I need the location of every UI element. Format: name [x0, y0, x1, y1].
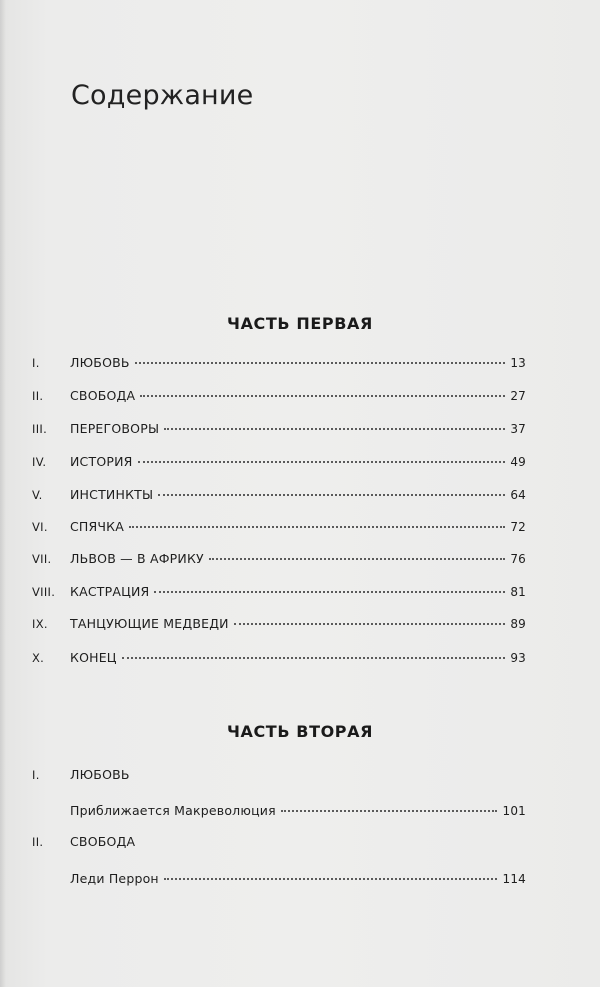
- page-number: 101: [502, 804, 526, 818]
- chapter-title: ЛЮБОВЬ: [70, 767, 130, 782]
- toc-entry: [32, 355, 526, 377]
- toc-chapter-heading: [32, 767, 526, 789]
- chapter-number: I.: [32, 356, 40, 370]
- chapter-number: II.: [32, 835, 44, 849]
- chapter-number: IV.: [32, 455, 47, 469]
- dot-leader: [234, 623, 506, 625]
- part-one-heading: ЧАСТЬ ПЕРВАЯ: [227, 314, 373, 333]
- page-number: 89: [510, 617, 526, 631]
- dot-leader: [164, 428, 505, 430]
- chapter-title: ТАНЦУЮЩИЕ МЕДВЕДИ: [70, 616, 229, 631]
- dot-leader: [281, 810, 498, 812]
- toc-entry: [32, 487, 526, 509]
- dot-leader: [129, 526, 505, 528]
- dot-leader: [158, 494, 505, 496]
- dot-leader: [209, 558, 505, 560]
- part-two-heading: ЧАСТЬ ВТОРАЯ: [226, 722, 374, 741]
- toc-entry: [32, 551, 526, 573]
- chapter-title: СВОБОДА: [70, 834, 136, 849]
- chapter-number: VII.: [32, 552, 52, 566]
- toc-entry: [32, 388, 526, 410]
- chapter-number: IX.: [32, 617, 48, 631]
- dot-leader: [154, 591, 505, 593]
- chapter-title: ИНСТИНКТЫ: [70, 487, 154, 502]
- toc-entry: [32, 454, 526, 476]
- page-number: 76: [510, 552, 526, 566]
- page-number: 72: [510, 520, 526, 534]
- page-number: 81: [510, 585, 526, 599]
- toc-entry: [32, 421, 526, 443]
- dot-leader: [122, 657, 506, 659]
- page-number: 93: [510, 651, 526, 665]
- page-number: 13: [510, 356, 526, 370]
- page-number: 49: [510, 455, 526, 469]
- toc-subentry: [70, 803, 526, 825]
- page-number: 64: [510, 488, 526, 502]
- chapter-title: ИСТОРИЯ: [70, 454, 133, 469]
- chapter-title: КОНЕЦ: [70, 650, 117, 665]
- toc-subentry: [70, 871, 526, 893]
- toc-entry: [32, 584, 526, 606]
- page-number: 114: [502, 872, 526, 886]
- chapter-number: VIII.: [32, 585, 56, 599]
- page-fold-shadow: [0, 0, 6, 987]
- chapter-title: ЛЮБОВЬ: [70, 355, 130, 370]
- page-number: 37: [510, 422, 526, 436]
- chapter-number: I.: [32, 768, 40, 782]
- dot-leader: [164, 878, 498, 880]
- chapter-number: V.: [32, 488, 43, 502]
- toc-entry: [32, 616, 526, 638]
- chapter-number: II.: [32, 389, 44, 403]
- page-number: 27: [510, 389, 526, 403]
- section-title: Леди Перрон: [70, 871, 159, 886]
- page-title: Содержание: [71, 80, 254, 111]
- dot-leader: [138, 461, 506, 463]
- dot-leader: [135, 362, 506, 364]
- dot-leader: [140, 395, 505, 397]
- chapter-title: КАСТРАЦИЯ: [70, 584, 150, 599]
- chapter-title: СПЯЧКА: [70, 519, 125, 534]
- chapter-title: СВОБОДА: [70, 388, 136, 403]
- chapter-number: VI.: [32, 520, 48, 534]
- chapter-number: X.: [32, 651, 45, 665]
- toc-entry: [32, 650, 526, 672]
- section-title: Приближается Макреволюция: [70, 803, 276, 818]
- toc-entry: [32, 519, 526, 541]
- chapter-title: ПЕРЕГОВОРЫ: [70, 421, 160, 436]
- chapter-number: III.: [32, 422, 48, 436]
- chapter-title: ЛЬВОВ — В АФРИКУ: [70, 551, 204, 566]
- toc-chapter-heading: [32, 834, 526, 856]
